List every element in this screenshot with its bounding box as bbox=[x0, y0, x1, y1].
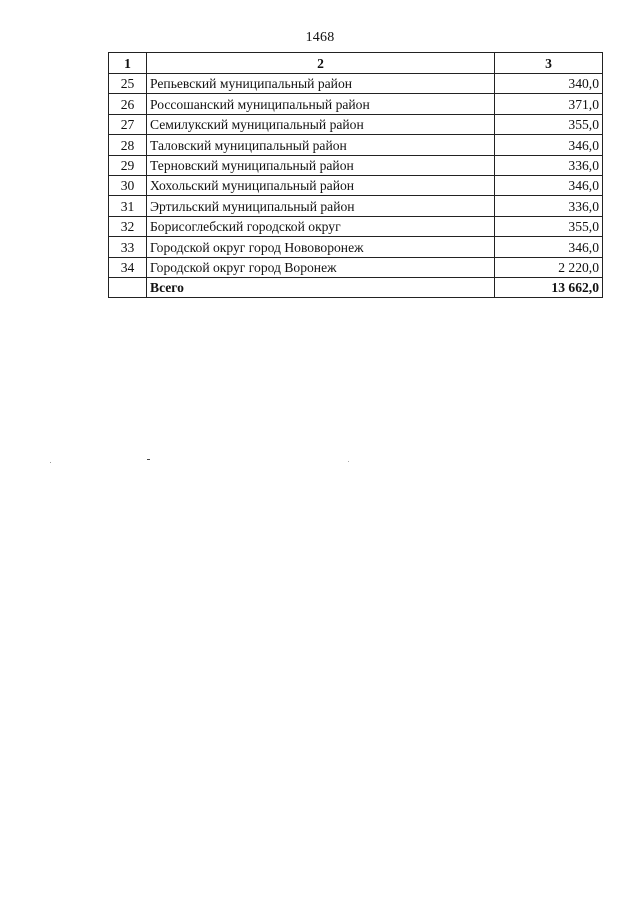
scan-speck bbox=[147, 459, 150, 460]
row-number: 28 bbox=[109, 135, 147, 155]
table-row bbox=[109, 175, 603, 195]
table-row bbox=[109, 196, 603, 216]
row-number: 31 bbox=[109, 196, 147, 216]
table-header bbox=[109, 53, 603, 74]
district-name: Городской округ город Нововоронеж bbox=[147, 237, 495, 257]
total-value: 13 662,0 bbox=[495, 277, 603, 297]
district-name: Хохольский муниципальный район bbox=[147, 175, 495, 195]
allocation-table bbox=[108, 52, 603, 298]
table-row bbox=[109, 114, 603, 134]
total-row bbox=[109, 277, 603, 297]
table-row bbox=[109, 216, 603, 236]
table-row bbox=[109, 257, 603, 277]
district-name: Таловский муниципальный район bbox=[147, 135, 495, 155]
table-row bbox=[109, 94, 603, 114]
total-label: Всего bbox=[147, 277, 495, 297]
page-number: 1468 bbox=[305, 30, 335, 45]
amount-value: 346,0 bbox=[495, 135, 603, 155]
column-header-2: 2 bbox=[147, 53, 495, 74]
row-number: 26 bbox=[109, 94, 147, 114]
scan-speck bbox=[50, 462, 51, 463]
table-body bbox=[109, 74, 603, 298]
district-name: Городской округ город Воронеж bbox=[147, 257, 495, 277]
amount-value: 355,0 bbox=[495, 216, 603, 236]
scan-speck bbox=[348, 461, 349, 462]
row-number: 32 bbox=[109, 216, 147, 236]
amount-value: 340,0 bbox=[495, 74, 603, 94]
amount-value: 2 220,0 bbox=[495, 257, 603, 277]
table-row bbox=[109, 237, 603, 257]
district-name: Репьевский муниципальный район bbox=[147, 74, 495, 94]
district-name: Терновский муниципальный район bbox=[147, 155, 495, 175]
column-header-3: 3 bbox=[495, 53, 603, 74]
amount-value: 355,0 bbox=[495, 114, 603, 134]
table-row bbox=[109, 74, 603, 94]
row-number: 29 bbox=[109, 155, 147, 175]
total-number bbox=[109, 277, 147, 297]
district-name: Россошанский муниципальный район bbox=[147, 94, 495, 114]
amount-value: 336,0 bbox=[495, 196, 603, 216]
amount-value: 336,0 bbox=[495, 155, 603, 175]
row-number: 27 bbox=[109, 114, 147, 134]
amount-value: 346,0 bbox=[495, 175, 603, 195]
column-header-1: 1 bbox=[109, 53, 147, 74]
district-name: Борисоглебский городской округ bbox=[147, 216, 495, 236]
district-name: Семилукский муниципальный район bbox=[147, 114, 495, 134]
district-name: Эртильский муниципальный район bbox=[147, 196, 495, 216]
table-row bbox=[109, 155, 603, 175]
row-number: 34 bbox=[109, 257, 147, 277]
amount-value: 346,0 bbox=[495, 237, 603, 257]
amount-value: 371,0 bbox=[495, 94, 603, 114]
row-number: 30 bbox=[109, 175, 147, 195]
row-number: 25 bbox=[109, 74, 147, 94]
table-row bbox=[109, 135, 603, 155]
header-row bbox=[109, 53, 603, 74]
row-number: 33 bbox=[109, 237, 147, 257]
